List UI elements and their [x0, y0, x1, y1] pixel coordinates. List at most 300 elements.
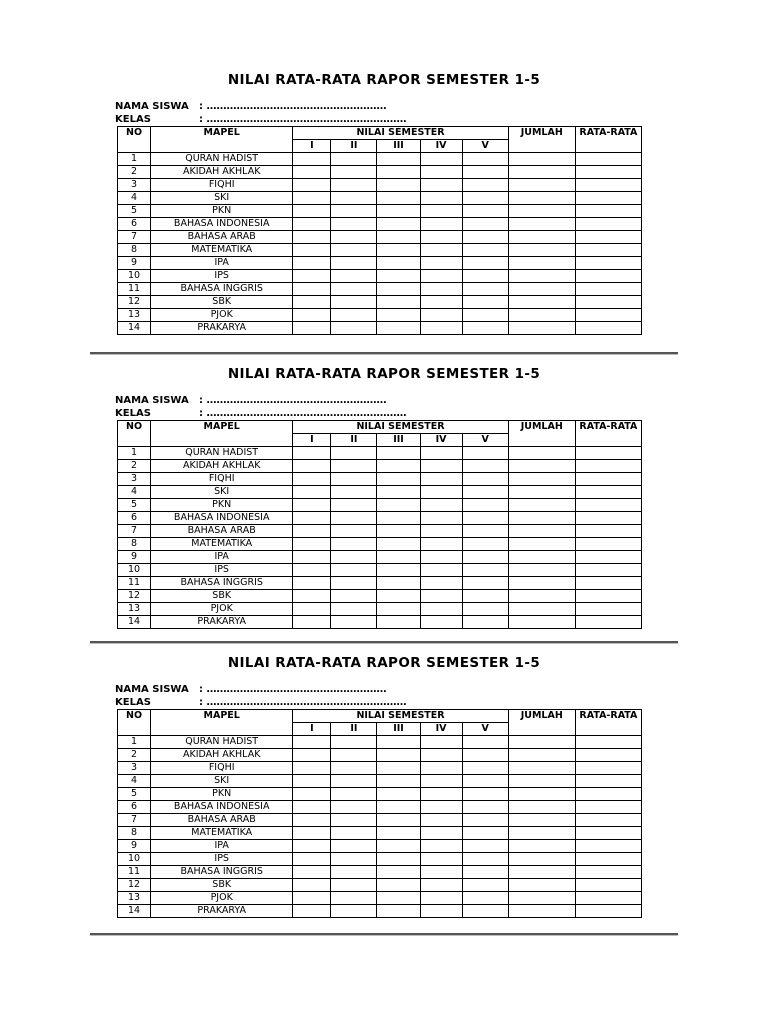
- semester-grade-cell[interactable]: [462, 892, 508, 905]
- semester-grade-cell[interactable]: [377, 447, 420, 460]
- rata-rata-cell[interactable]: [575, 218, 641, 231]
- semester-grade-cell[interactable]: [420, 801, 462, 814]
- semester-grade-cell[interactable]: [331, 486, 377, 499]
- jumlah-cell[interactable]: [508, 153, 575, 166]
- rata-rata-cell[interactable]: [575, 473, 641, 486]
- semester-grade-cell[interactable]: [462, 153, 508, 166]
- semester-grade-cell[interactable]: [420, 447, 462, 460]
- rata-rata-cell[interactable]: [575, 283, 641, 296]
- rata-rata-cell[interactable]: [575, 788, 641, 801]
- semester-grade-cell[interactable]: [462, 788, 508, 801]
- jumlah-cell[interactable]: [508, 270, 575, 283]
- semester-grade-cell[interactable]: [331, 840, 377, 853]
- semester-grade-cell[interactable]: [462, 231, 508, 244]
- rata-rata-cell[interactable]: [575, 840, 641, 853]
- semester-grade-cell[interactable]: [331, 309, 377, 322]
- rata-rata-cell[interactable]: [575, 801, 641, 814]
- semester-grade-cell[interactable]: [293, 603, 331, 616]
- jumlah-cell[interactable]: [508, 788, 575, 801]
- semester-grade-cell[interactable]: [331, 892, 377, 905]
- semester-grade-cell[interactable]: [420, 166, 462, 179]
- semester-grade-cell[interactable]: [420, 153, 462, 166]
- semester-grade-cell[interactable]: [331, 257, 377, 270]
- semester-grade-cell[interactable]: [420, 231, 462, 244]
- semester-grade-cell[interactable]: [420, 512, 462, 525]
- semester-grade-cell[interactable]: [420, 736, 462, 749]
- semester-grade-cell[interactable]: [331, 762, 377, 775]
- semester-grade-cell[interactable]: [377, 205, 420, 218]
- jumlah-cell[interactable]: [508, 749, 575, 762]
- semester-grade-cell[interactable]: [293, 525, 331, 538]
- rata-rata-cell[interactable]: [575, 749, 641, 762]
- semester-grade-cell[interactable]: [420, 192, 462, 205]
- semester-grade-cell[interactable]: [377, 801, 420, 814]
- jumlah-cell[interactable]: [508, 827, 575, 840]
- semester-grade-cell[interactable]: [331, 525, 377, 538]
- jumlah-cell[interactable]: [508, 879, 575, 892]
- semester-grade-cell[interactable]: [420, 590, 462, 603]
- semester-grade-cell[interactable]: [331, 866, 377, 879]
- rata-rata-cell[interactable]: [575, 616, 641, 629]
- semester-grade-cell[interactable]: [331, 270, 377, 283]
- semester-grade-cell[interactable]: [377, 473, 420, 486]
- semester-grade-cell[interactable]: [377, 814, 420, 827]
- semester-grade-cell[interactable]: [377, 296, 420, 309]
- semester-grade-cell[interactable]: [293, 814, 331, 827]
- semester-grade-cell[interactable]: [377, 788, 420, 801]
- semester-grade-cell[interactable]: [377, 244, 420, 257]
- semester-grade-cell[interactable]: [420, 577, 462, 590]
- semester-grade-cell[interactable]: [331, 551, 377, 564]
- rata-rata-cell[interactable]: [575, 460, 641, 473]
- jumlah-cell[interactable]: [508, 257, 575, 270]
- semester-grade-cell[interactable]: [331, 231, 377, 244]
- semester-grade-cell[interactable]: [293, 231, 331, 244]
- semester-grade-cell[interactable]: [420, 205, 462, 218]
- rata-rata-cell[interactable]: [575, 538, 641, 551]
- semester-grade-cell[interactable]: [420, 218, 462, 231]
- semester-grade-cell[interactable]: [420, 853, 462, 866]
- jumlah-cell[interactable]: [508, 762, 575, 775]
- rata-rata-cell[interactable]: [575, 525, 641, 538]
- semester-grade-cell[interactable]: [462, 551, 508, 564]
- semester-grade-cell[interactable]: [377, 538, 420, 551]
- rata-rata-cell[interactable]: [575, 244, 641, 257]
- semester-grade-cell[interactable]: [462, 296, 508, 309]
- semester-grade-cell[interactable]: [293, 473, 331, 486]
- semester-grade-cell[interactable]: [331, 538, 377, 551]
- semester-grade-cell[interactable]: [462, 244, 508, 257]
- rata-rata-cell[interactable]: [575, 866, 641, 879]
- semester-grade-cell[interactable]: [462, 616, 508, 629]
- nama-siswa-field[interactable]: : ………………………………………………: [199, 684, 387, 695]
- semester-grade-cell[interactable]: [462, 486, 508, 499]
- semester-grade-cell[interactable]: [293, 736, 331, 749]
- kelas-field[interactable]: : ……………………………………………………: [199, 114, 407, 125]
- jumlah-cell[interactable]: [508, 231, 575, 244]
- semester-grade-cell[interactable]: [377, 879, 420, 892]
- semester-grade-cell[interactable]: [462, 814, 508, 827]
- jumlah-cell[interactable]: [508, 538, 575, 551]
- semester-grade-cell[interactable]: [377, 270, 420, 283]
- jumlah-cell[interactable]: [508, 309, 575, 322]
- semester-grade-cell[interactable]: [331, 590, 377, 603]
- semester-grade-cell[interactable]: [420, 322, 462, 335]
- semester-grade-cell[interactable]: [420, 525, 462, 538]
- jumlah-cell[interactable]: [508, 322, 575, 335]
- semester-grade-cell[interactable]: [293, 283, 331, 296]
- semester-grade-cell[interactable]: [293, 192, 331, 205]
- semester-grade-cell[interactable]: [420, 309, 462, 322]
- jumlah-cell[interactable]: [508, 603, 575, 616]
- jumlah-cell[interactable]: [508, 512, 575, 525]
- semester-grade-cell[interactable]: [420, 499, 462, 512]
- semester-grade-cell[interactable]: [462, 603, 508, 616]
- rata-rata-cell[interactable]: [575, 309, 641, 322]
- semester-grade-cell[interactable]: [377, 460, 420, 473]
- semester-grade-cell[interactable]: [420, 866, 462, 879]
- semester-grade-cell[interactable]: [462, 270, 508, 283]
- semester-grade-cell[interactable]: [331, 283, 377, 296]
- semester-grade-cell[interactable]: [377, 905, 420, 918]
- rata-rata-cell[interactable]: [575, 814, 641, 827]
- jumlah-cell[interactable]: [508, 736, 575, 749]
- semester-grade-cell[interactable]: [377, 257, 420, 270]
- semester-grade-cell[interactable]: [331, 564, 377, 577]
- jumlah-cell[interactable]: [508, 775, 575, 788]
- rata-rata-cell[interactable]: [575, 827, 641, 840]
- semester-grade-cell[interactable]: [331, 814, 377, 827]
- jumlah-cell[interactable]: [508, 577, 575, 590]
- jumlah-cell[interactable]: [508, 853, 575, 866]
- semester-grade-cell[interactable]: [462, 762, 508, 775]
- semester-grade-cell[interactable]: [331, 603, 377, 616]
- rata-rata-cell[interactable]: [575, 192, 641, 205]
- semester-grade-cell[interactable]: [293, 827, 331, 840]
- semester-grade-cell[interactable]: [293, 270, 331, 283]
- semester-grade-cell[interactable]: [420, 179, 462, 192]
- semester-grade-cell[interactable]: [377, 590, 420, 603]
- semester-grade-cell[interactable]: [462, 801, 508, 814]
- semester-grade-cell[interactable]: [293, 577, 331, 590]
- rata-rata-cell[interactable]: [575, 205, 641, 218]
- semester-grade-cell[interactable]: [462, 309, 508, 322]
- jumlah-cell[interactable]: [508, 840, 575, 853]
- semester-grade-cell[interactable]: [462, 473, 508, 486]
- rata-rata-cell[interactable]: [575, 322, 641, 335]
- rata-rata-cell[interactable]: [575, 153, 641, 166]
- semester-grade-cell[interactable]: [293, 512, 331, 525]
- nama-siswa-field[interactable]: : ………………………………………………: [199, 101, 387, 112]
- semester-grade-cell[interactable]: [462, 590, 508, 603]
- semester-grade-cell[interactable]: [331, 322, 377, 335]
- semester-grade-cell[interactable]: [293, 788, 331, 801]
- semester-grade-cell[interactable]: [462, 179, 508, 192]
- semester-grade-cell[interactable]: [377, 775, 420, 788]
- semester-grade-cell[interactable]: [293, 309, 331, 322]
- semester-grade-cell[interactable]: [420, 762, 462, 775]
- semester-grade-cell[interactable]: [420, 827, 462, 840]
- semester-grade-cell[interactable]: [377, 892, 420, 905]
- semester-grade-cell[interactable]: [331, 499, 377, 512]
- semester-grade-cell[interactable]: [293, 166, 331, 179]
- semester-grade-cell[interactable]: [293, 460, 331, 473]
- semester-grade-cell[interactable]: [293, 179, 331, 192]
- jumlah-cell[interactable]: [508, 866, 575, 879]
- semester-grade-cell[interactable]: [331, 512, 377, 525]
- semester-grade-cell[interactable]: [420, 603, 462, 616]
- semester-grade-cell[interactable]: [331, 853, 377, 866]
- semester-grade-cell[interactable]: [377, 153, 420, 166]
- semester-grade-cell[interactable]: [293, 257, 331, 270]
- semester-grade-cell[interactable]: [462, 866, 508, 879]
- semester-grade-cell[interactable]: [420, 840, 462, 853]
- jumlah-cell[interactable]: [508, 499, 575, 512]
- semester-grade-cell[interactable]: [420, 486, 462, 499]
- semester-grade-cell[interactable]: [420, 244, 462, 257]
- semester-grade-cell[interactable]: [420, 905, 462, 918]
- semester-grade-cell[interactable]: [420, 814, 462, 827]
- semester-grade-cell[interactable]: [331, 905, 377, 918]
- semester-grade-cell[interactable]: [462, 257, 508, 270]
- semester-grade-cell[interactable]: [331, 192, 377, 205]
- rata-rata-cell[interactable]: [575, 892, 641, 905]
- semester-grade-cell[interactable]: [462, 840, 508, 853]
- rata-rata-cell[interactable]: [575, 736, 641, 749]
- nama-siswa-field[interactable]: : ………………………………………………: [199, 395, 387, 406]
- jumlah-cell[interactable]: [508, 218, 575, 231]
- semester-grade-cell[interactable]: [293, 244, 331, 257]
- semester-grade-cell[interactable]: [293, 853, 331, 866]
- semester-grade-cell[interactable]: [331, 179, 377, 192]
- jumlah-cell[interactable]: [508, 296, 575, 309]
- kelas-field[interactable]: : ……………………………………………………: [199, 408, 407, 419]
- semester-grade-cell[interactable]: [331, 801, 377, 814]
- semester-grade-cell[interactable]: [462, 205, 508, 218]
- semester-grade-cell[interactable]: [462, 736, 508, 749]
- jumlah-cell[interactable]: [508, 801, 575, 814]
- semester-grade-cell[interactable]: [293, 590, 331, 603]
- semester-grade-cell[interactable]: [293, 296, 331, 309]
- semester-grade-cell[interactable]: [331, 616, 377, 629]
- semester-grade-cell[interactable]: [462, 577, 508, 590]
- semester-grade-cell[interactable]: [420, 749, 462, 762]
- semester-grade-cell[interactable]: [293, 447, 331, 460]
- semester-grade-cell[interactable]: [462, 322, 508, 335]
- rata-rata-cell[interactable]: [575, 905, 641, 918]
- semester-grade-cell[interactable]: [377, 616, 420, 629]
- semester-grade-cell[interactable]: [377, 525, 420, 538]
- semester-grade-cell[interactable]: [377, 577, 420, 590]
- semester-grade-cell[interactable]: [377, 827, 420, 840]
- semester-grade-cell[interactable]: [462, 499, 508, 512]
- jumlah-cell[interactable]: [508, 564, 575, 577]
- semester-grade-cell[interactable]: [377, 218, 420, 231]
- semester-grade-cell[interactable]: [462, 879, 508, 892]
- rata-rata-cell[interactable]: [575, 270, 641, 283]
- semester-grade-cell[interactable]: [462, 447, 508, 460]
- semester-grade-cell[interactable]: [420, 551, 462, 564]
- jumlah-cell[interactable]: [508, 205, 575, 218]
- semester-grade-cell[interactable]: [377, 179, 420, 192]
- semester-grade-cell[interactable]: [420, 616, 462, 629]
- semester-grade-cell[interactable]: [377, 749, 420, 762]
- semester-grade-cell[interactable]: [293, 551, 331, 564]
- semester-grade-cell[interactable]: [331, 879, 377, 892]
- semester-grade-cell[interactable]: [331, 577, 377, 590]
- semester-grade-cell[interactable]: [293, 840, 331, 853]
- semester-grade-cell[interactable]: [293, 218, 331, 231]
- semester-grade-cell[interactable]: [462, 460, 508, 473]
- rata-rata-cell[interactable]: [575, 499, 641, 512]
- jumlah-cell[interactable]: [508, 179, 575, 192]
- jumlah-cell[interactable]: [508, 192, 575, 205]
- rata-rata-cell[interactable]: [575, 775, 641, 788]
- semester-grade-cell[interactable]: [377, 231, 420, 244]
- semester-grade-cell[interactable]: [331, 153, 377, 166]
- jumlah-cell[interactable]: [508, 473, 575, 486]
- rata-rata-cell[interactable]: [575, 296, 641, 309]
- semester-grade-cell[interactable]: [377, 486, 420, 499]
- rata-rata-cell[interactable]: [575, 512, 641, 525]
- semester-grade-cell[interactable]: [377, 564, 420, 577]
- semester-grade-cell[interactable]: [377, 283, 420, 296]
- semester-grade-cell[interactable]: [420, 257, 462, 270]
- semester-grade-cell[interactable]: [293, 616, 331, 629]
- rata-rata-cell[interactable]: [575, 447, 641, 460]
- semester-grade-cell[interactable]: [420, 473, 462, 486]
- rata-rata-cell[interactable]: [575, 564, 641, 577]
- semester-grade-cell[interactable]: [377, 499, 420, 512]
- semester-grade-cell[interactable]: [377, 512, 420, 525]
- semester-grade-cell[interactable]: [420, 270, 462, 283]
- semester-grade-cell[interactable]: [293, 892, 331, 905]
- semester-grade-cell[interactable]: [377, 840, 420, 853]
- semester-grade-cell[interactable]: [293, 205, 331, 218]
- rata-rata-cell[interactable]: [575, 577, 641, 590]
- semester-grade-cell[interactable]: [420, 892, 462, 905]
- semester-grade-cell[interactable]: [420, 538, 462, 551]
- jumlah-cell[interactable]: [508, 616, 575, 629]
- jumlah-cell[interactable]: [508, 892, 575, 905]
- semester-grade-cell[interactable]: [462, 564, 508, 577]
- semester-grade-cell[interactable]: [462, 905, 508, 918]
- semester-grade-cell[interactable]: [462, 525, 508, 538]
- semester-grade-cell[interactable]: [420, 564, 462, 577]
- rata-rata-cell[interactable]: [575, 879, 641, 892]
- semester-grade-cell[interactable]: [462, 775, 508, 788]
- semester-grade-cell[interactable]: [331, 447, 377, 460]
- rata-rata-cell[interactable]: [575, 853, 641, 866]
- rata-rata-cell[interactable]: [575, 551, 641, 564]
- semester-grade-cell[interactable]: [293, 749, 331, 762]
- jumlah-cell[interactable]: [508, 486, 575, 499]
- semester-grade-cell[interactable]: [377, 192, 420, 205]
- jumlah-cell[interactable]: [508, 244, 575, 257]
- semester-grade-cell[interactable]: [462, 853, 508, 866]
- rata-rata-cell[interactable]: [575, 603, 641, 616]
- semester-grade-cell[interactable]: [331, 473, 377, 486]
- jumlah-cell[interactable]: [508, 590, 575, 603]
- jumlah-cell[interactable]: [508, 447, 575, 460]
- jumlah-cell[interactable]: [508, 551, 575, 564]
- semester-grade-cell[interactable]: [331, 166, 377, 179]
- semester-grade-cell[interactable]: [377, 736, 420, 749]
- rata-rata-cell[interactable]: [575, 762, 641, 775]
- semester-grade-cell[interactable]: [331, 296, 377, 309]
- semester-grade-cell[interactable]: [293, 866, 331, 879]
- kelas-field[interactable]: : ……………………………………………………: [199, 697, 407, 708]
- semester-grade-cell[interactable]: [331, 205, 377, 218]
- rata-rata-cell[interactable]: [575, 179, 641, 192]
- semester-grade-cell[interactable]: [293, 538, 331, 551]
- semester-grade-cell[interactable]: [293, 801, 331, 814]
- semester-grade-cell[interactable]: [420, 296, 462, 309]
- jumlah-cell[interactable]: [508, 166, 575, 179]
- semester-grade-cell[interactable]: [420, 460, 462, 473]
- rata-rata-cell[interactable]: [575, 166, 641, 179]
- semester-grade-cell[interactable]: [462, 166, 508, 179]
- semester-grade-cell[interactable]: [462, 749, 508, 762]
- semester-grade-cell[interactable]: [293, 775, 331, 788]
- semester-grade-cell[interactable]: [462, 192, 508, 205]
- semester-grade-cell[interactable]: [293, 879, 331, 892]
- jumlah-cell[interactable]: [508, 814, 575, 827]
- semester-grade-cell[interactable]: [420, 879, 462, 892]
- semester-grade-cell[interactable]: [293, 153, 331, 166]
- semester-grade-cell[interactable]: [462, 283, 508, 296]
- rata-rata-cell[interactable]: [575, 231, 641, 244]
- semester-grade-cell[interactable]: [420, 775, 462, 788]
- semester-grade-cell[interactable]: [462, 538, 508, 551]
- semester-grade-cell[interactable]: [462, 512, 508, 525]
- jumlah-cell[interactable]: [508, 525, 575, 538]
- semester-grade-cell[interactable]: [331, 736, 377, 749]
- jumlah-cell[interactable]: [508, 905, 575, 918]
- semester-grade-cell[interactable]: [293, 499, 331, 512]
- semester-grade-cell[interactable]: [293, 486, 331, 499]
- semester-grade-cell[interactable]: [293, 564, 331, 577]
- semester-grade-cell[interactable]: [331, 788, 377, 801]
- rata-rata-cell[interactable]: [575, 257, 641, 270]
- semester-grade-cell[interactable]: [293, 762, 331, 775]
- semester-grade-cell[interactable]: [293, 322, 331, 335]
- semester-grade-cell[interactable]: [331, 775, 377, 788]
- semester-grade-cell[interactable]: [377, 309, 420, 322]
- semester-grade-cell[interactable]: [377, 762, 420, 775]
- jumlah-cell[interactable]: [508, 460, 575, 473]
- semester-grade-cell[interactable]: [331, 244, 377, 257]
- jumlah-cell[interactable]: [508, 283, 575, 296]
- semester-grade-cell[interactable]: [377, 322, 420, 335]
- rata-rata-cell[interactable]: [575, 486, 641, 499]
- semester-grade-cell[interactable]: [377, 551, 420, 564]
- rata-rata-cell[interactable]: [575, 590, 641, 603]
- semester-grade-cell[interactable]: [331, 218, 377, 231]
- semester-grade-cell[interactable]: [462, 218, 508, 231]
- semester-grade-cell[interactable]: [331, 460, 377, 473]
- semester-grade-cell[interactable]: [377, 166, 420, 179]
- semester-grade-cell[interactable]: [420, 283, 462, 296]
- semester-grade-cell[interactable]: [420, 788, 462, 801]
- semester-grade-cell[interactable]: [377, 853, 420, 866]
- semester-grade-cell[interactable]: [462, 827, 508, 840]
- semester-grade-cell[interactable]: [377, 603, 420, 616]
- semester-grade-cell[interactable]: [377, 866, 420, 879]
- semester-grade-cell[interactable]: [331, 749, 377, 762]
- semester-grade-cell[interactable]: [331, 827, 377, 840]
- semester-grade-cell[interactable]: [293, 905, 331, 918]
